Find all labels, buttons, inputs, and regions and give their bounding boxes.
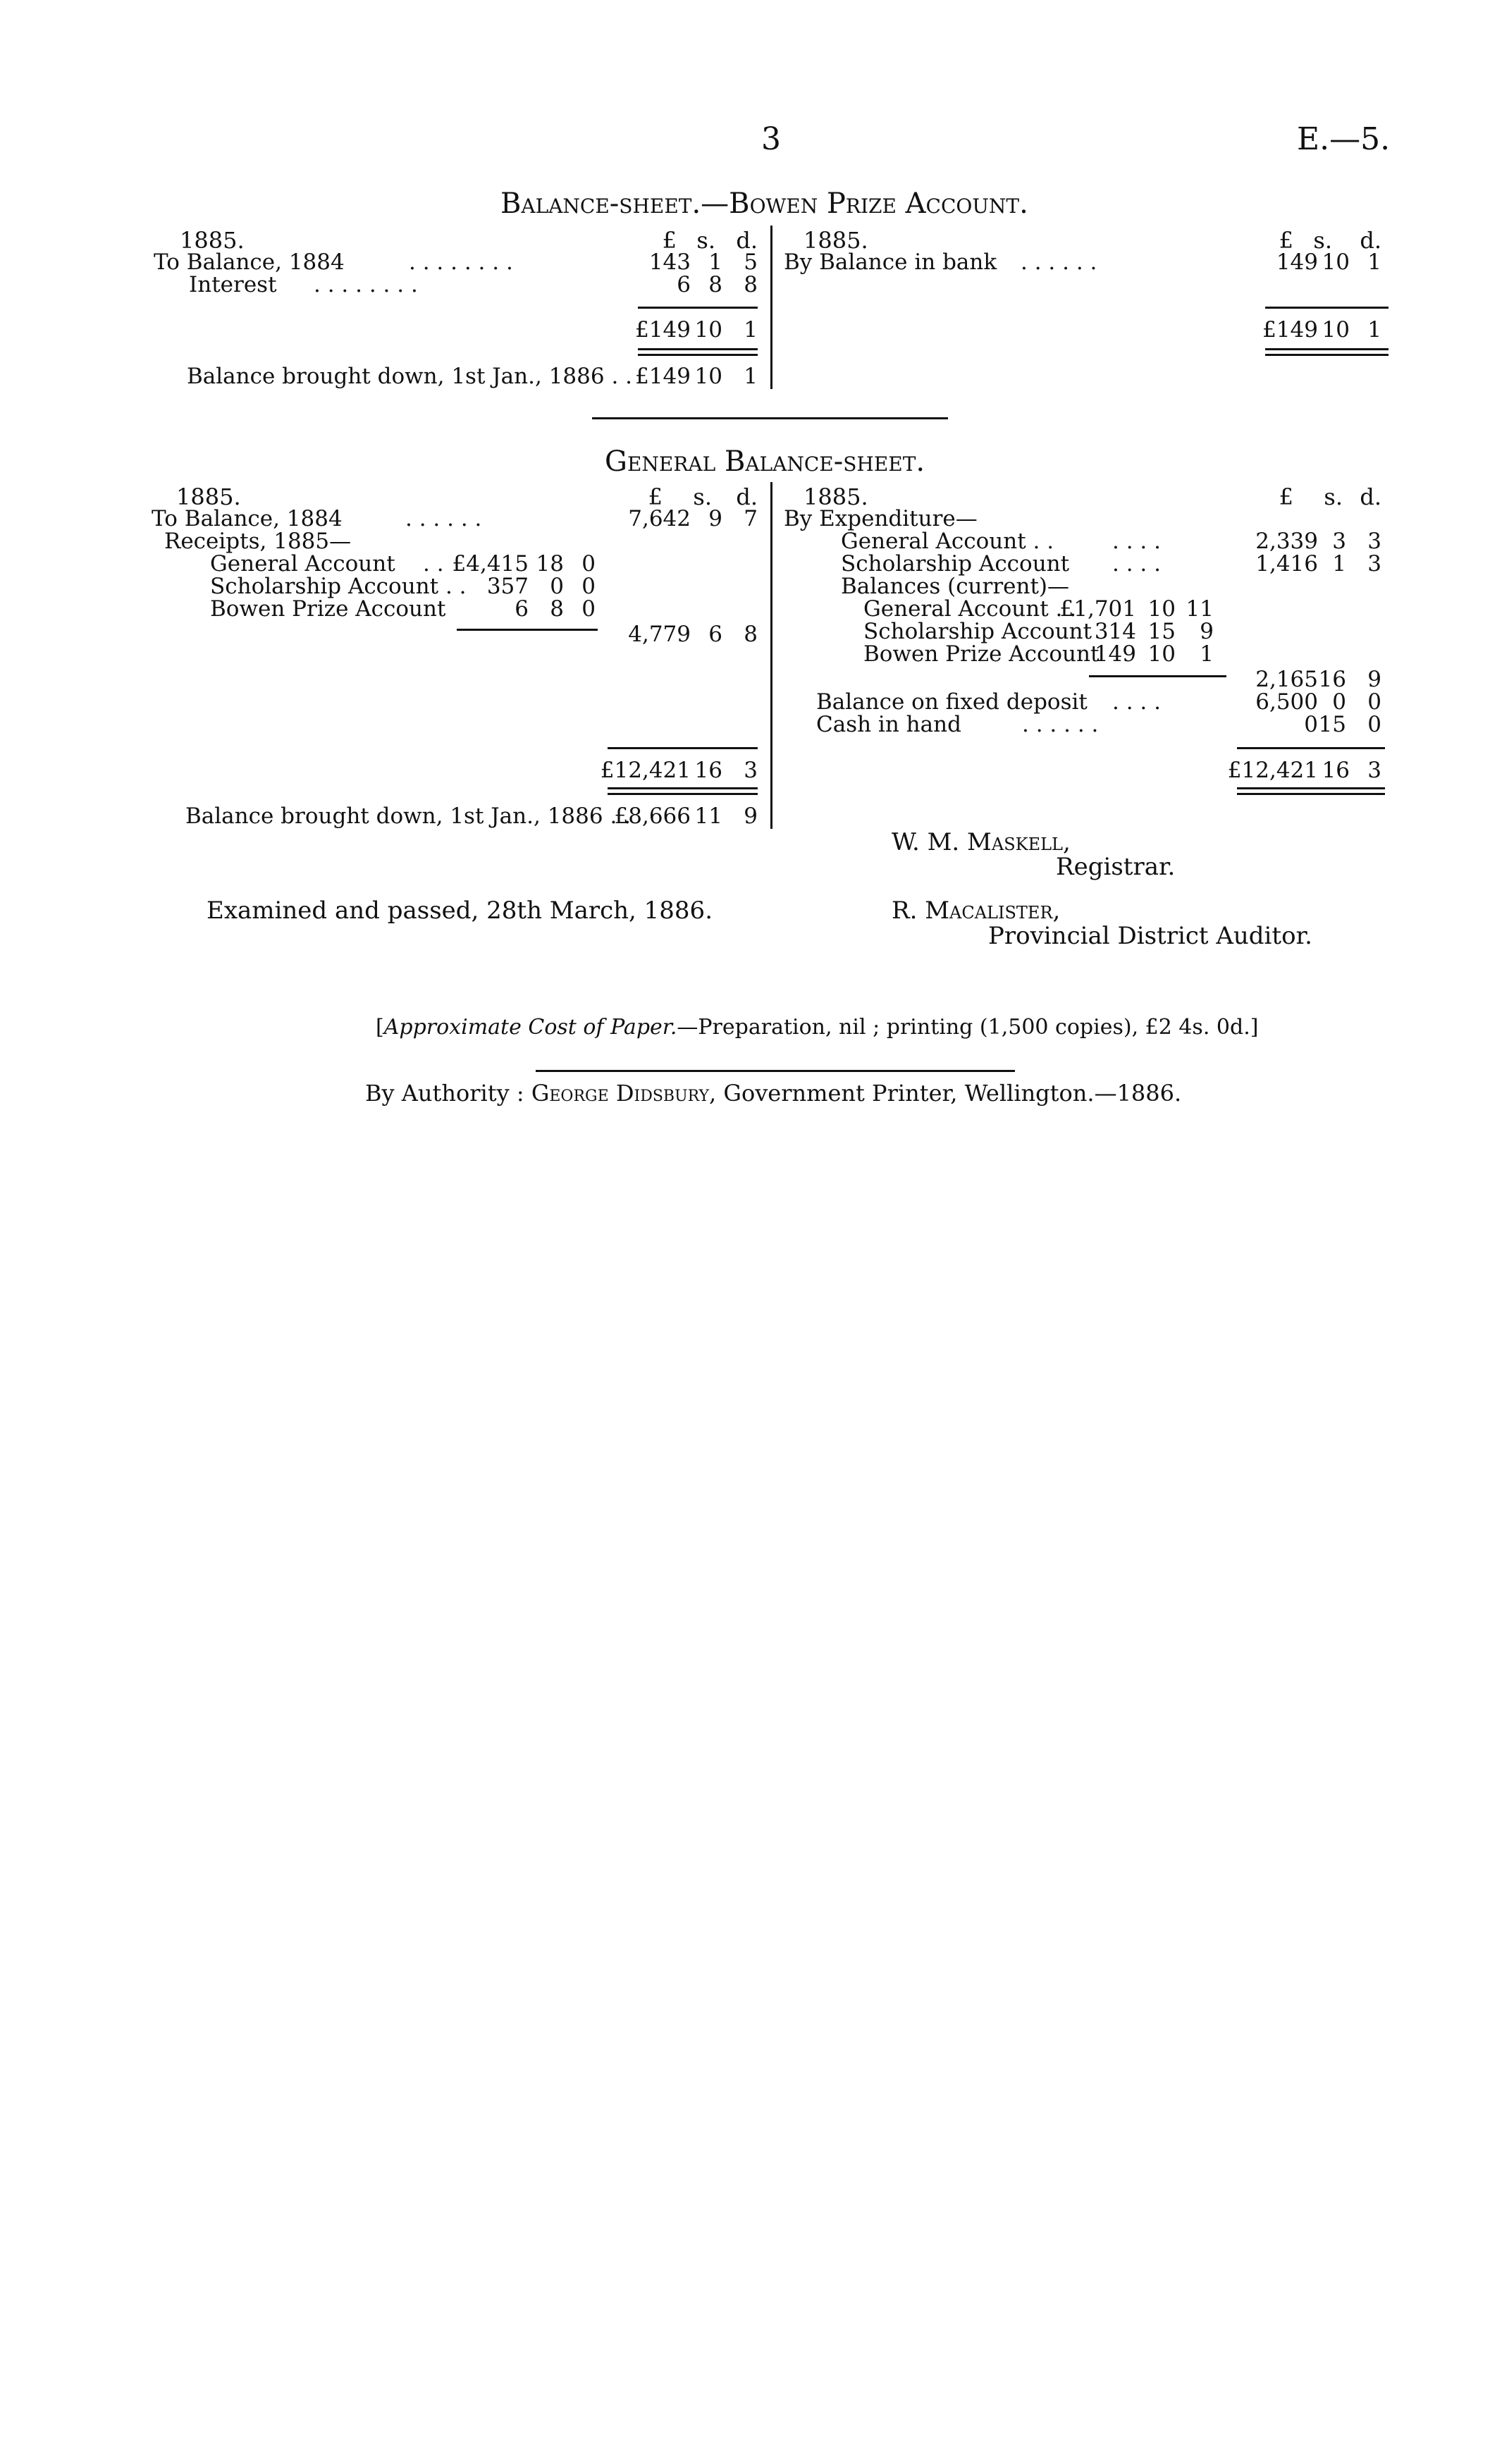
bowen-right-year: 1885. xyxy=(804,227,868,254)
row-pounds: 357 xyxy=(486,574,529,599)
bowen-left-year: 1885. xyxy=(180,227,245,254)
row-label: To Balance, 1884 xyxy=(154,250,345,275)
registrar-title: Registrar. xyxy=(1056,853,1176,881)
row-pence: 0 xyxy=(581,596,596,622)
expenditure-heading: By Expenditure— xyxy=(784,506,978,531)
bowen-title: Balance-sheet.—Bowen Prize Account. xyxy=(500,187,1028,220)
general-right-pound-header: £ xyxy=(1279,483,1293,510)
bowen-brought-down-label: Balance brought down, 1st Jan., 1886 . . xyxy=(187,364,633,389)
row-pounds: 149 xyxy=(1276,250,1318,275)
general-left-year: 1885. xyxy=(176,483,241,510)
general-left-total-pence: 3 xyxy=(744,758,758,783)
row-pounds: 6 xyxy=(515,596,529,622)
row-dots: . . . . xyxy=(1112,551,1161,577)
row-shillings: 9 xyxy=(708,506,722,531)
general-brought-down-shillings: 11 xyxy=(694,803,722,829)
bowen-brought-down-pence: 1 xyxy=(744,364,758,389)
row-shillings: 0 xyxy=(1332,689,1346,715)
general-left-s-header: s. xyxy=(693,483,712,510)
row-dots: . . . . . . xyxy=(1021,250,1097,275)
row-label: By Balance in bank xyxy=(784,250,997,275)
row-shillings: 8 xyxy=(550,596,564,622)
double-rule xyxy=(608,787,758,795)
general-right-total-pence: 3 xyxy=(1367,758,1381,783)
row-label: To Balance, 1884 xyxy=(152,506,343,531)
general-right-year: 1885. xyxy=(804,483,868,510)
authority-label: By Authority : xyxy=(365,1080,524,1107)
row-pounds: £4,415 xyxy=(452,551,529,577)
cost-details: —Preparation, nil ; printing (1,500 copies), £2 4s. 0d. xyxy=(677,1015,1250,1040)
bowen-right-total-shillings: 10 xyxy=(1322,317,1350,343)
registrar-name: W. M. Maskell, xyxy=(892,828,1071,856)
row-pounds: 6,500 xyxy=(1255,689,1318,715)
bowen-left-s-header: s. xyxy=(696,227,715,254)
row-pence: 1 xyxy=(1200,641,1214,667)
row-label: Bowen Prize Account xyxy=(863,641,1100,667)
general-title: General Balance-sheet. xyxy=(605,445,925,478)
row-label: Balance on fixed deposit xyxy=(816,689,1088,715)
row-shillings: 3 xyxy=(1332,529,1346,554)
row-pounds: 0 xyxy=(1304,712,1318,737)
balances-heading: Balances (current)— xyxy=(841,574,1070,599)
auditor-name: R. Macalister, xyxy=(892,897,1061,925)
cost-of-paper-note: [Approximate Cost of Paper.—Preparation, nil ; printing (1,500 copies), £2 4s. 0d.] xyxy=(376,1015,1259,1040)
bowen-brought-down-pounds: £149 xyxy=(635,364,691,389)
bowen-left-pound-header: £ xyxy=(662,227,677,254)
row-pounds: 1,416 xyxy=(1255,551,1318,577)
general-left-total-shillings: 16 xyxy=(694,758,722,783)
general-right-d-header: d. xyxy=(1360,483,1381,510)
row-shillings: 10 xyxy=(1147,596,1176,622)
row-shillings: 0 xyxy=(550,574,564,599)
row-label: General Account . . xyxy=(863,596,1077,622)
rule xyxy=(638,307,758,309)
row-pence: 1 xyxy=(1367,250,1381,275)
printer-imprint xyxy=(365,1080,1181,1107)
row-label: General Account xyxy=(210,551,395,577)
general-brought-down-pounds: £8,666 xyxy=(614,803,691,829)
row-pence: 8 xyxy=(744,272,758,297)
bowen-column-divider xyxy=(770,226,772,389)
examined-statement: Examined and passed, 28th March, 1886. xyxy=(207,897,713,925)
rule xyxy=(608,747,758,749)
row-shillings: 1 xyxy=(708,250,722,275)
general-left-pound-header: £ xyxy=(648,483,663,510)
row-label: General Account . . xyxy=(841,529,1054,554)
general-brought-down-pence: 9 xyxy=(744,803,758,829)
row-shillings: 10 xyxy=(1322,250,1350,275)
rule xyxy=(1089,675,1226,677)
rule xyxy=(1265,307,1389,309)
double-rule xyxy=(1237,787,1385,795)
bowen-right-d-header: d. xyxy=(1360,227,1381,254)
bowen-brought-down-shillings: 10 xyxy=(694,364,722,389)
row-pence: 9 xyxy=(1200,619,1214,644)
footer-rule xyxy=(536,1070,1015,1072)
general-right-total-pounds: £12,421 xyxy=(1227,758,1318,783)
row-pence: 0 xyxy=(1367,712,1381,737)
bowen-right-total-pence: 1 xyxy=(1367,317,1381,343)
bowen-left-total-pounds: £149 xyxy=(635,317,691,343)
bowen-right-total-pounds: £149 xyxy=(1262,317,1318,343)
row-pence: 5 xyxy=(744,250,758,275)
bowen-left-total-shillings: 10 xyxy=(694,317,722,343)
row-dots: . . . . . . xyxy=(405,506,482,531)
row-dots: . . . . xyxy=(1112,529,1161,554)
row-label: Scholarship Account . . xyxy=(210,574,467,599)
bowen-left-total-pence: 1 xyxy=(744,317,758,343)
row-pounds: 6 xyxy=(677,272,691,297)
page-number: 3 xyxy=(761,121,781,157)
row-pence: 3 xyxy=(1367,529,1381,554)
row-dots: . . . . . . . . xyxy=(314,272,418,297)
printer-details: Government Printer, Wellington.—1886. xyxy=(723,1080,1182,1107)
row-pence: 7 xyxy=(744,506,758,531)
receipts-total-pence: 8 xyxy=(744,622,758,647)
row-shillings: 15 xyxy=(1147,619,1176,644)
row-shillings: 15 xyxy=(1318,712,1346,737)
general-column-divider xyxy=(770,482,772,829)
double-rule xyxy=(638,348,758,356)
row-pounds: 7,642 xyxy=(628,506,691,531)
section-separator xyxy=(592,417,948,419)
row-pence: 0 xyxy=(1367,689,1381,715)
double-rule xyxy=(1265,348,1389,356)
balances-total-pence: 9 xyxy=(1367,667,1381,692)
row-dots: . . . . xyxy=(1112,689,1161,715)
general-right-total-shillings: 16 xyxy=(1322,758,1350,783)
cost-label: Approximate Cost of Paper. xyxy=(383,1015,677,1040)
row-pence: 0 xyxy=(581,551,596,577)
bowen-right-pound-header: £ xyxy=(1279,227,1293,254)
document-reference: E.—5. xyxy=(1297,121,1391,157)
row-dots: . . . . . . xyxy=(1022,712,1099,737)
general-brought-down-label: Balance brought down, 1st Jan., 1886 . . xyxy=(185,803,632,829)
row-pounds: 314 xyxy=(1094,619,1136,644)
balances-total-shillings: 16 xyxy=(1318,667,1346,692)
row-pounds: £1,701 xyxy=(1059,596,1136,622)
rule xyxy=(457,629,598,631)
bowen-left-d-header: d. xyxy=(736,227,758,254)
row-label: Bowen Prize Account xyxy=(210,596,446,622)
receipts-total-shillings: 6 xyxy=(708,622,722,647)
printer-name: George Didsbury, xyxy=(531,1080,717,1107)
receipts-heading: Receipts, 1885— xyxy=(164,529,352,554)
balances-total-pounds: 2,165 xyxy=(1255,667,1318,692)
general-left-d-header: d. xyxy=(736,483,758,510)
bowen-right-s-header: s. xyxy=(1313,227,1332,254)
row-pence: 0 xyxy=(581,574,596,599)
row-pounds: 2,339 xyxy=(1255,529,1318,554)
row-label: Scholarship Account xyxy=(841,551,1070,577)
row-label: Interest xyxy=(189,272,277,297)
row-pounds: 149 xyxy=(1094,641,1136,667)
receipts-total-pounds: 4,779 xyxy=(628,622,691,647)
rule xyxy=(1237,747,1385,749)
row-label: Scholarship Account xyxy=(863,619,1092,644)
row-shillings: 10 xyxy=(1147,641,1176,667)
row-pence: 11 xyxy=(1186,596,1214,622)
row-dots: . . . . . . . . xyxy=(409,250,513,275)
row-shillings: 18 xyxy=(536,551,564,577)
general-left-total-pounds: £12,421 xyxy=(600,758,691,783)
row-shillings: 1 xyxy=(1332,551,1346,577)
general-right-s-header: s. xyxy=(1324,483,1343,510)
row-pence: 3 xyxy=(1367,551,1381,577)
row-label: Cash in hand xyxy=(816,712,961,737)
row-pounds: 143 xyxy=(648,250,691,275)
row-dots: . . xyxy=(423,551,444,577)
auditor-title: Provincial District Auditor. xyxy=(988,922,1312,950)
row-shillings: 8 xyxy=(708,272,722,297)
